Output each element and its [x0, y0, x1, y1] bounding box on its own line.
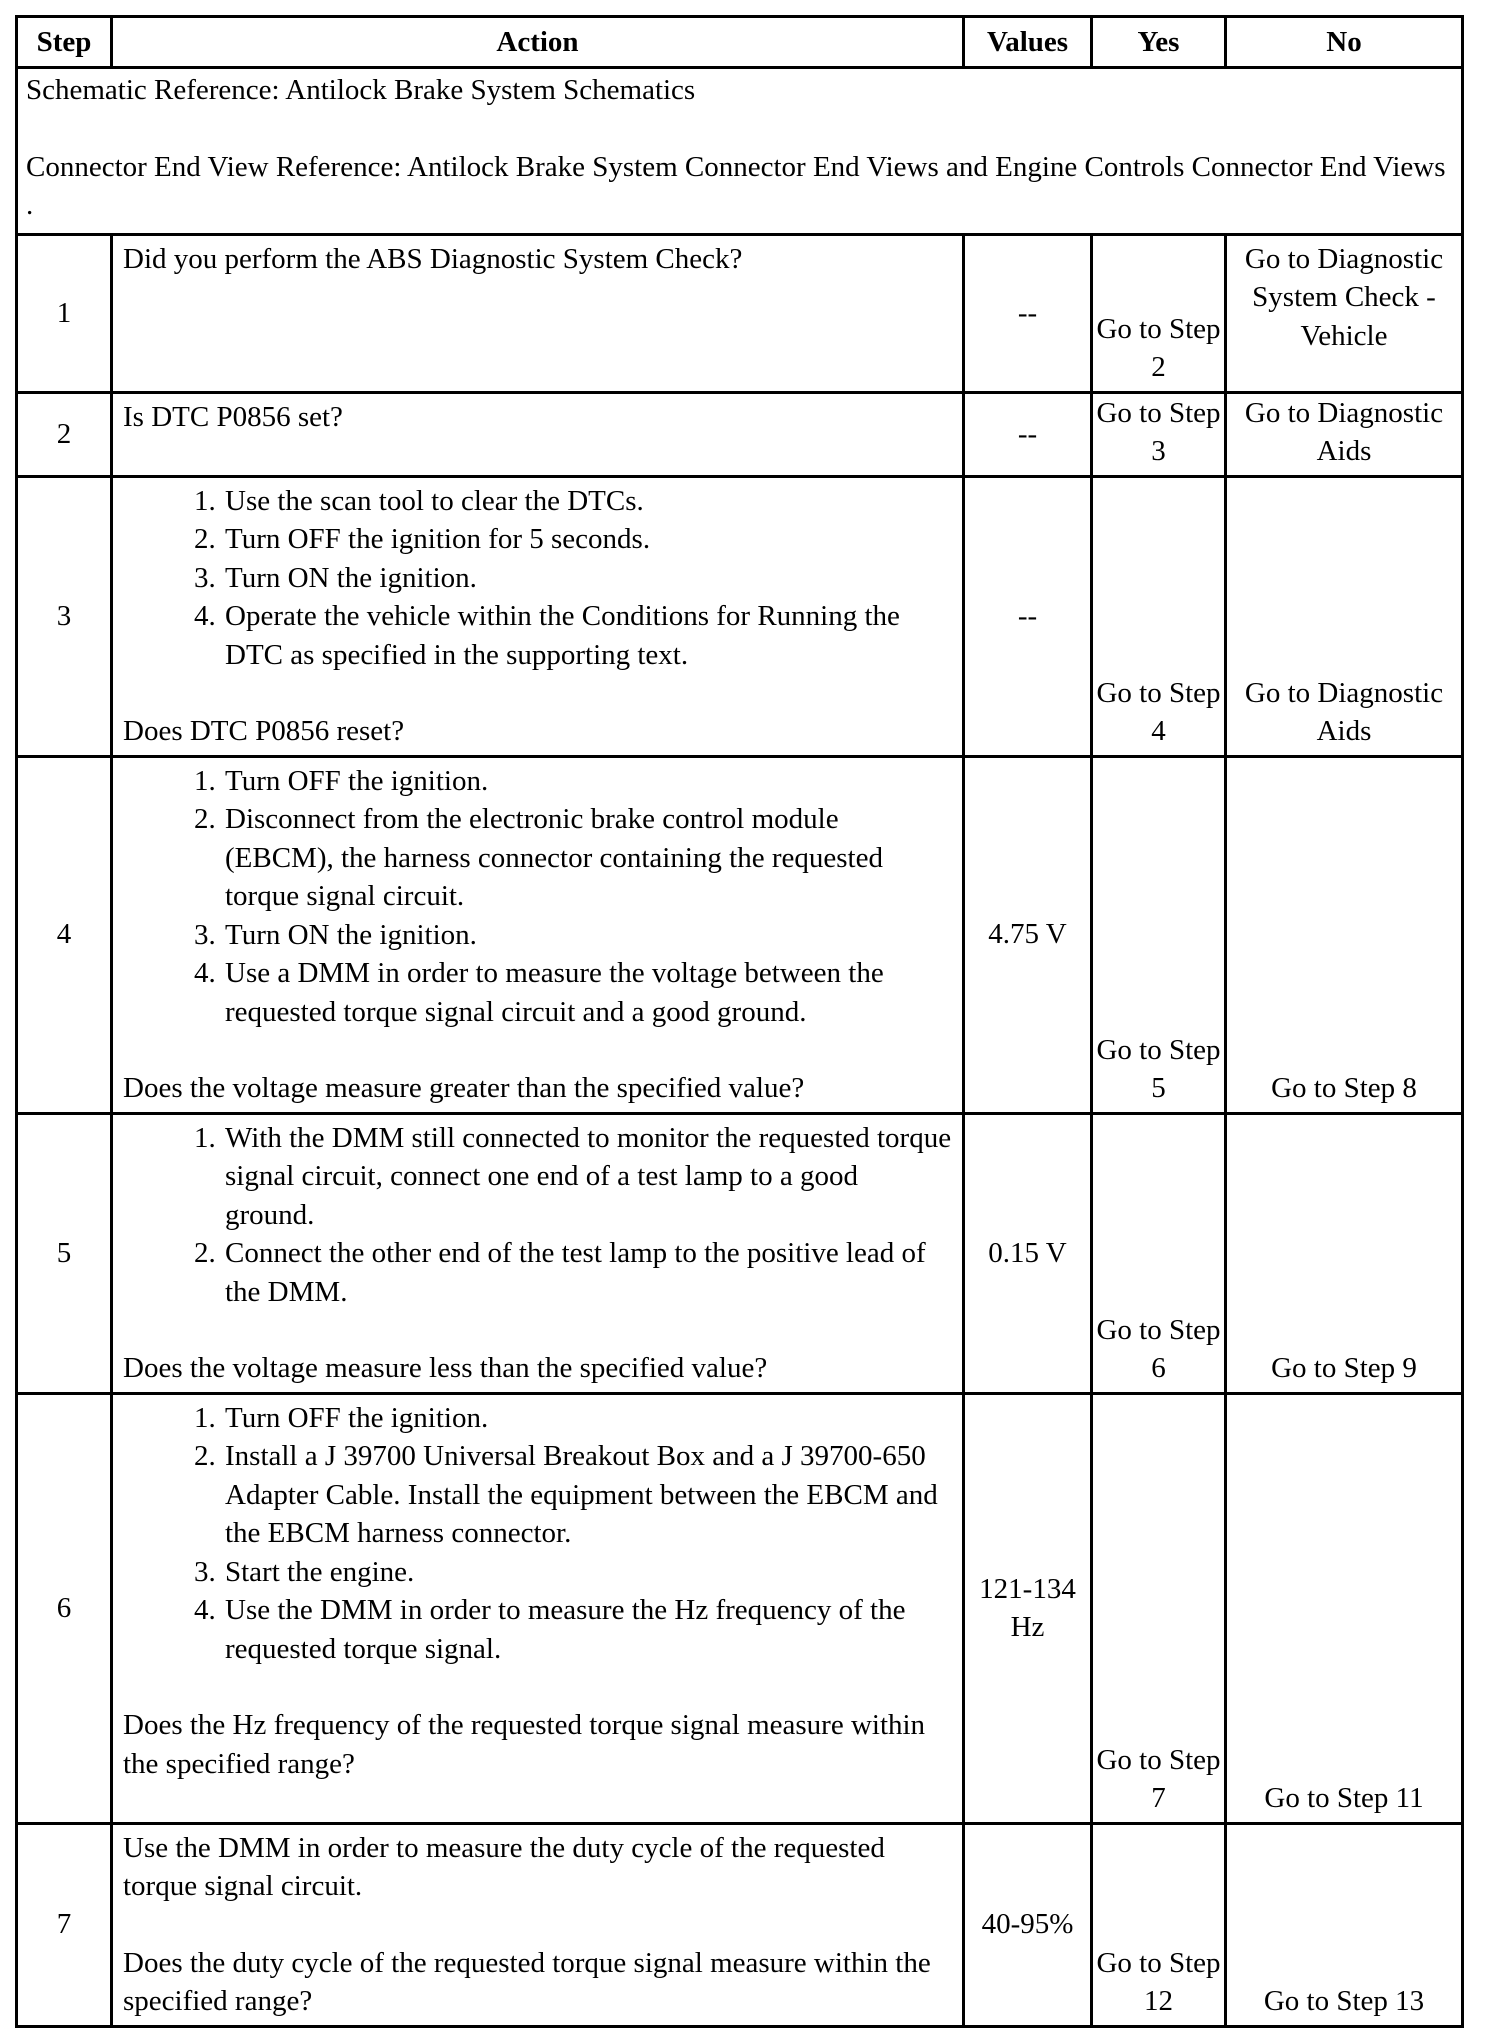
step-number: 7 — [17, 1823, 112, 2026]
table-row — [17, 1113, 1463, 1393]
no-cell: Go to Diagnostic Aids — [1226, 476, 1463, 756]
action-text: Is DTC P0856 set? — [123, 400, 343, 433]
substep: 1. With the DMM still connected to monitor the requested torque signal circuit, connect one end of a test lamp to a good ground. — [223, 1119, 952, 1235]
substep: 3. Turn ON the ignition. — [223, 559, 952, 598]
step-number: 5 — [17, 1113, 112, 1393]
header-no: No — [1226, 17, 1463, 68]
substep-list — [123, 1399, 952, 1669]
value-cell: 40-95% — [964, 1823, 1092, 2026]
table-row — [17, 392, 1463, 476]
no-cell: Go to Step 8 — [1226, 756, 1463, 1113]
question-text: Does the Hz frequency of the requested torque signal measure within the specified range? — [123, 1709, 926, 1780]
substep: 2. Install a J 39700 Universal Breakout Box and a J 39700-650 Adapter Cable. Install the equipment between the EBCM and the EBCM harness connector. — [223, 1437, 952, 1553]
action-cell — [112, 476, 964, 756]
action-cell — [112, 234, 964, 392]
value-cell: -- — [964, 234, 1092, 392]
no-cell: Go to Step 9 — [1226, 1113, 1463, 1393]
table-row — [17, 1823, 1463, 2026]
reference-cell — [17, 68, 1463, 235]
substep-list — [123, 482, 952, 675]
step-number: 3 — [17, 476, 112, 756]
question-text: Does the voltage measure greater than the specified value? — [123, 1072, 805, 1104]
substep: 1. Turn OFF the ignition. — [223, 1399, 952, 1438]
step-number: 4 — [17, 756, 112, 1113]
substep: 2. Turn OFF the ignition for 5 seconds. — [223, 520, 952, 559]
yes-cell: Go to Step 5 — [1092, 756, 1226, 1113]
action-text: Use the DMM in order to measure the duty cycle of the requested torque signal circuit. — [123, 1831, 885, 1902]
value-cell: 121-134 Hz — [964, 1393, 1092, 1823]
question-text: Does the duty cycle of the requested torque signal measure within the specified range? — [123, 1946, 931, 2017]
substep: 3. Start the engine. — [223, 1553, 952, 1592]
table-row — [17, 756, 1463, 1113]
action-cell — [112, 1113, 964, 1393]
action-cell — [112, 1393, 964, 1823]
value-cell: -- — [964, 476, 1092, 756]
connector-reference: Connector End View Reference: Antilock Brake System Connector End Views and Engine Controls Connector End Views . — [26, 150, 1446, 221]
schematic-reference: Schematic Reference: Antilock Brake System Schematics — [26, 74, 696, 106]
substep: 4. Use a DMM in order to measure the voltage between the requested torque signal circuit and a good ground. — [223, 954, 952, 1031]
header-step: Step — [17, 17, 112, 68]
value-cell: -- — [964, 392, 1092, 476]
header-row — [17, 17, 1463, 68]
substep: 1. Use the scan tool to clear the DTCs. — [223, 482, 952, 521]
header-yes: Yes — [1092, 17, 1226, 68]
substep: 2. Disconnect from the electronic brake control module (EBCM), the harness connector containing the requested torque signal circuit. — [223, 800, 952, 916]
no-cell: Go to Diagnostic System Check - Vehicle — [1226, 234, 1463, 392]
header-action: Action — [112, 17, 964, 68]
yes-cell: Go to Step 4 — [1092, 476, 1226, 756]
action-cell — [112, 756, 964, 1113]
substep: 1. Turn OFF the ignition. — [223, 762, 952, 801]
yes-cell: Go to Step 12 — [1092, 1823, 1226, 2026]
reference-row — [17, 68, 1463, 235]
value-cell: 4.75 V — [964, 756, 1092, 1113]
action-cell — [112, 1823, 964, 2026]
substep-list — [123, 1119, 952, 1312]
action-cell — [112, 392, 964, 476]
yes-cell: Go to Step 7 — [1092, 1393, 1226, 1823]
table-row — [17, 476, 1463, 756]
action-text: Did you perform the ABS Diagnostic System Check? — [123, 242, 743, 275]
step-number: 1 — [17, 234, 112, 392]
substep: 4. Use the DMM in order to measure the Hz frequency of the requested torque signal. — [223, 1591, 952, 1668]
substep: 4. Operate the vehicle within the Conditions for Running the DTC as specified in the supporting text. — [223, 597, 952, 674]
diagnostic-table — [15, 15, 1464, 2028]
no-cell: Go to Step 13 — [1226, 1823, 1463, 2026]
header-values: Values — [964, 17, 1092, 68]
step-number: 2 — [17, 392, 112, 476]
no-cell: Go to Diagnostic Aids — [1226, 392, 1463, 476]
yes-cell: Go to Step 3 — [1092, 392, 1226, 476]
value-cell: 0.15 V — [964, 1113, 1092, 1393]
question-text: Does DTC P0856 reset? — [123, 715, 405, 747]
table-row — [17, 1393, 1463, 1823]
substep: 2. Connect the other end of the test lamp to the positive lead of the DMM. — [223, 1234, 952, 1311]
substep: 3. Turn ON the ignition. — [223, 916, 952, 955]
yes-cell: Go to Step 2 — [1092, 234, 1226, 392]
substep-list — [123, 762, 952, 1032]
no-cell: Go to Step 11 — [1226, 1393, 1463, 1823]
table-row — [17, 234, 1463, 392]
step-number: 6 — [17, 1393, 112, 1823]
question-text: Does the voltage measure less than the specified value? — [123, 1352, 768, 1384]
yes-cell: Go to Step 6 — [1092, 1113, 1226, 1393]
